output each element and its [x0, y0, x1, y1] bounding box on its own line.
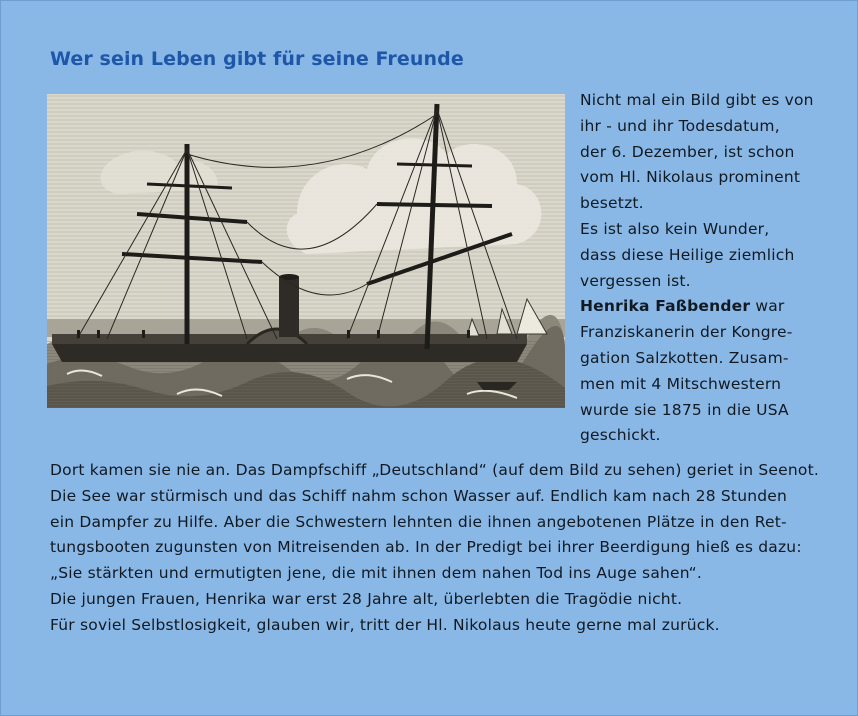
- side-line: vergessen ist.: [580, 271, 691, 290]
- side-line: Es ist also kein Wunder,: [580, 219, 770, 238]
- body-line: Für soviel Selbstlosigkeit, glauben wir, tritt der Hl. Nikolaus heute gerne mal zurück.: [50, 615, 720, 634]
- ship-engraving-image: [47, 94, 565, 408]
- body-line: Dort kamen sie nie an. Das Dampfschiff „Deutschland“ (auf dem Bild zu sehen) geriet in Seenot.: [50, 461, 820, 479]
- side-line: vom Hl. Nikolaus prominent: [580, 168, 801, 187]
- side-line: dass diese Heilige ziemlich: [580, 245, 795, 264]
- body-line: tungsbooten zugunsten von Mitreisenden ab. In der Predigt bei ihrer Beerdigung hieß es dazu:: [50, 538, 802, 557]
- side-line: Nicht mal ein Bild gibt es von: [580, 91, 814, 109]
- side-line: men mit 4 Mitschwestern: [580, 374, 782, 393]
- side-line-name: [580, 294, 830, 320]
- body-line: Die See war stürmisch und das Schiff nahm schon Wasser auf. Endlich kam nach 28 Stunden: [50, 486, 788, 505]
- side-line: Franziskanerin der Kongre-: [580, 323, 793, 342]
- side-line: ihr - und ihr Todesdatum,: [580, 116, 780, 135]
- side-line: besetzt.: [580, 194, 644, 213]
- body-line: ein Dampfer zu Hilfe. Aber die Schwestern lehnten die ihnen angebotenen Plätze in den Ret-: [50, 512, 787, 531]
- name-rest: war: [750, 297, 785, 316]
- body-text: [50, 458, 840, 639]
- side-line: der 6. Dezember, ist schon: [580, 142, 795, 161]
- side-line: wurde sie 1875 in die USA: [580, 400, 789, 419]
- page-title: Wer sein Leben gibt für seine Freunde: [50, 48, 464, 70]
- name-bold: Henrika Faßbender: [580, 297, 751, 316]
- body-line: Die jungen Frauen, Henrika war erst 28 Jahre alt, überlebten die Tragödie nicht.: [50, 589, 683, 608]
- body-line: „Sie stärkten und ermutigten jene, die mit ihnen dem nahen Tod ins Auge sahen“.: [50, 564, 703, 583]
- side-text: [580, 88, 830, 449]
- side-line: geschickt.: [580, 426, 661, 445]
- side-line: gation Salzkotten. Zusam-: [580, 348, 789, 367]
